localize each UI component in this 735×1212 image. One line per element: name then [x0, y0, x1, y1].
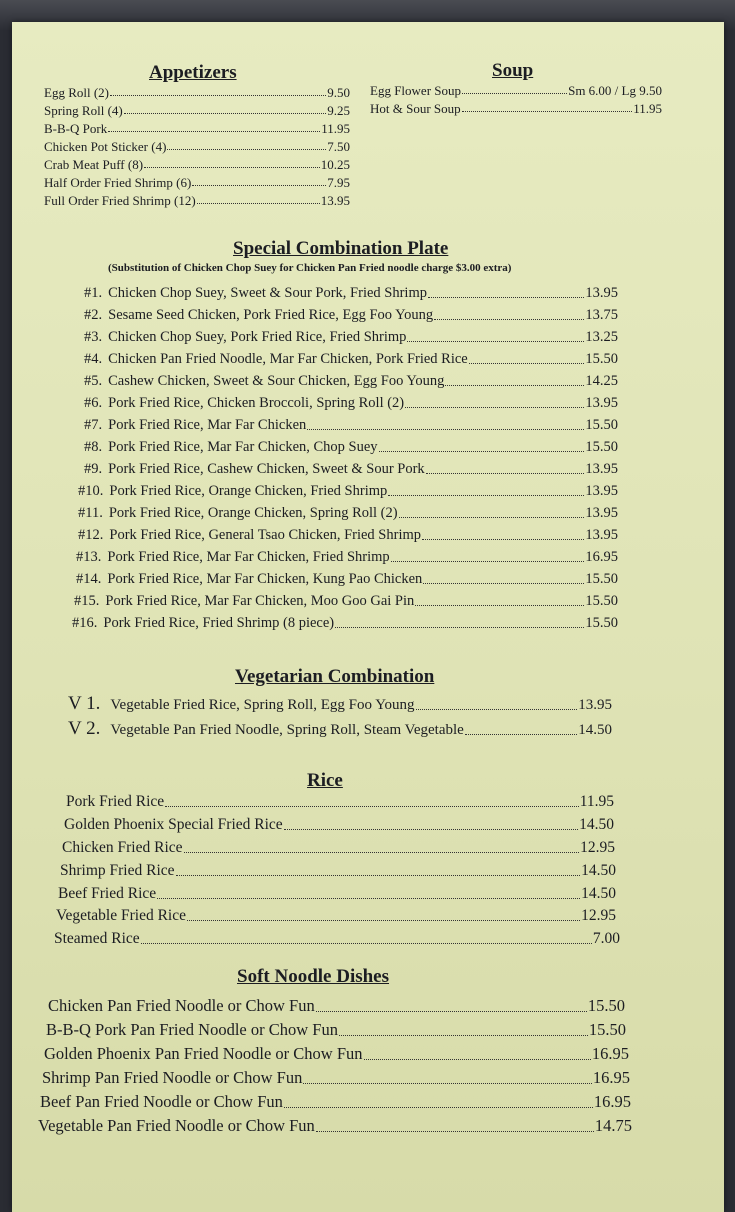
- dot-leader: [316, 1011, 587, 1012]
- dot-leader: [124, 113, 327, 114]
- item-number: #4.: [84, 351, 103, 367]
- dot-leader: [110, 95, 326, 96]
- item-name: Beef Fried Rice: [58, 885, 157, 902]
- list-item: [84, 396, 618, 411]
- item-name: Pork Fried Rice, Orange Chicken, Spring Roll (2): [108, 505, 398, 521]
- item-number: #11.: [78, 505, 103, 521]
- menu-page: [12, 22, 724, 1212]
- dot-leader: [167, 149, 326, 150]
- list-item: [72, 616, 618, 631]
- item-number: V 1.: [68, 693, 101, 714]
- item-name: B-B-Q Pork Pan Fried Noodle or Chow Fun: [46, 1020, 338, 1039]
- list-item: [44, 122, 350, 135]
- dot-leader: [407, 341, 584, 342]
- dot-leader: [176, 875, 581, 876]
- item-name: Shrimp Pan Fried Noodle or Chow Fun: [42, 1068, 303, 1087]
- list-item: [38, 1118, 632, 1135]
- list-item: [74, 594, 618, 609]
- item-price: 13.95: [585, 483, 618, 499]
- item-price: 7.50: [327, 139, 350, 154]
- rice-title: Rice: [307, 770, 343, 791]
- dot-leader: [391, 561, 585, 562]
- item-price: 13.95: [585, 395, 618, 411]
- soft-noodle-title: Soft Noodle Dishes: [237, 966, 390, 987]
- dot-leader: [422, 539, 584, 540]
- list-item: [44, 1046, 629, 1063]
- list-item: [54, 931, 620, 947]
- dot-leader: [108, 131, 320, 132]
- item-number: #8.: [84, 439, 103, 455]
- item-name: Half Order Fried Shrimp (6): [44, 175, 192, 190]
- dot-leader: [399, 517, 585, 518]
- dot-leader: [428, 297, 584, 298]
- item-price: 11.95: [633, 101, 662, 116]
- item-name: Vegetable Fried Rice: [56, 907, 186, 924]
- item-number: #7.: [84, 417, 103, 433]
- list-item: [68, 719, 612, 738]
- dot-leader: [192, 185, 326, 186]
- item-price: 12.95: [581, 907, 616, 924]
- item-price: 7.00: [592, 930, 620, 947]
- item-price: 16.95: [591, 1044, 629, 1063]
- item-number: #1.: [84, 285, 103, 301]
- dot-leader: [184, 852, 580, 853]
- list-item: [62, 840, 615, 856]
- item-name: Egg Flower Soup: [370, 83, 461, 98]
- list-item: [60, 863, 616, 879]
- item-number: #12.: [78, 527, 104, 543]
- item-name: Pork Fried Rice, Mar Far Chicken, Kung Pao Chicken: [107, 571, 423, 587]
- item-name: Steamed Rice: [54, 930, 140, 947]
- dot-leader: [339, 1035, 588, 1036]
- item-name: Golden Phoenix Pan Fried Noodle or Chow Fun: [44, 1044, 363, 1063]
- item-name: Chicken Chop Suey, Pork Fried Rice, Fried Shrimp: [108, 329, 407, 345]
- dot-leader: [434, 319, 584, 320]
- item-name: B-B-Q Pork: [44, 121, 108, 136]
- item-name: Pork Fried Rice: [66, 793, 165, 810]
- item-number: #15.: [74, 593, 100, 609]
- special-combination-title: Special Combination Plate: [233, 238, 449, 259]
- dot-leader: [307, 429, 584, 430]
- item-price: 14.50: [578, 722, 612, 738]
- list-item: [44, 104, 350, 117]
- item-name: Chicken Pan Fried Noodle, Mar Far Chicken, Pork Fried Rice: [108, 351, 468, 367]
- list-item: [84, 352, 618, 367]
- dot-leader: [405, 407, 584, 408]
- item-price: 13.95: [585, 285, 618, 301]
- list-item: [64, 817, 614, 833]
- item-price: 14.75: [594, 1116, 632, 1135]
- item-price: 13.95: [585, 527, 618, 543]
- item-price: 15.50: [587, 996, 625, 1015]
- list-item: [42, 1070, 630, 1087]
- list-item: [44, 158, 350, 171]
- dot-leader: [465, 734, 577, 735]
- item-name: Pork Fried Rice, Fried Shrimp (8 piece): [103, 615, 335, 631]
- dot-leader: [423, 583, 584, 584]
- item-name: Crab Meat Puff (8): [44, 157, 144, 172]
- item-price: 16.95: [585, 549, 618, 565]
- dot-leader: [364, 1059, 591, 1060]
- list-item: [66, 794, 614, 810]
- dot-leader: [284, 1107, 593, 1108]
- item-number: #13.: [76, 549, 102, 565]
- dot-leader: [157, 898, 580, 899]
- item-number: #2.: [84, 307, 103, 323]
- item-number: #16.: [72, 615, 98, 631]
- item-name: Pork Fried Rice, Mar Far Chicken: [108, 417, 307, 433]
- item-name: Vegetable Fried Rice, Spring Roll, Egg Foo Young: [110, 697, 415, 713]
- item-price: 11.95: [321, 121, 350, 136]
- item-name: Sesame Seed Chicken, Pork Fried Rice, Egg Foo Young: [108, 307, 434, 323]
- list-item: [84, 418, 618, 433]
- list-item: [76, 550, 618, 565]
- dot-leader: [187, 920, 580, 921]
- list-item: [44, 176, 350, 189]
- list-item: [40, 1094, 631, 1111]
- list-item: [44, 194, 350, 207]
- list-item: [84, 462, 618, 477]
- item-price: 15.50: [585, 439, 618, 455]
- list-item: [46, 1022, 626, 1039]
- item-price: 12.95: [580, 839, 615, 856]
- item-name: Chicken Pot Sticker (4): [44, 139, 167, 154]
- appetizers-title: Appetizers: [149, 62, 237, 83]
- item-name: Egg Roll (2): [44, 85, 109, 100]
- list-item: [84, 330, 618, 345]
- item-number: #14.: [76, 571, 102, 587]
- item-price: 16.95: [592, 1068, 630, 1087]
- list-item: [58, 886, 616, 902]
- item-name: Pork Fried Rice, Orange Chicken, Fried Shrimp: [109, 483, 388, 499]
- item-price: 15.50: [585, 417, 618, 433]
- list-item: [68, 694, 612, 713]
- item-price: 15.50: [585, 593, 618, 609]
- item-price: 13.75: [585, 307, 618, 323]
- item-price: 7.95: [327, 175, 350, 190]
- item-name: Pork Fried Rice, Mar Far Chicken, Chop Suey: [108, 439, 378, 455]
- dot-leader: [144, 167, 320, 168]
- item-name: Beef Pan Fried Noodle or Chow Fun: [40, 1092, 283, 1111]
- item-name: Pork Fried Rice, General Tsao Chicken, Fried Shrimp: [109, 527, 421, 543]
- list-item: [370, 102, 662, 115]
- item-name: Shrimp Fried Rice: [60, 862, 175, 879]
- dot-leader: [445, 385, 584, 386]
- list-item: [84, 374, 618, 389]
- item-name: Pork Fried Rice, Chicken Broccoli, Spring Roll (2): [108, 395, 405, 411]
- item-name: Chicken Pan Fried Noodle or Chow Fun: [48, 996, 315, 1015]
- item-price: 15.50: [585, 571, 618, 587]
- item-name: Vegetable Pan Fried Noodle or Chow Fun: [38, 1116, 315, 1135]
- item-number: #6.: [84, 395, 103, 411]
- dot-leader: [316, 1131, 594, 1132]
- item-name: Full Order Fried Shrimp (12): [44, 193, 196, 208]
- list-item: [48, 998, 625, 1015]
- dot-leader: [379, 451, 585, 452]
- item-price: 13.95: [320, 193, 350, 208]
- dot-leader: [415, 605, 584, 606]
- item-number: #3.: [84, 329, 103, 345]
- item-name: Chicken Chop Suey, Sweet & Sour Pork, Fried Shrimp: [108, 285, 427, 301]
- item-price: 14.50: [581, 885, 616, 902]
- dot-leader: [165, 806, 579, 807]
- dot-leader: [388, 495, 584, 496]
- list-item: [84, 308, 618, 323]
- item-name: Vegetable Pan Fried Noodle, Spring Roll, Steam Vegetable: [110, 722, 464, 738]
- item-price: 16.95: [593, 1092, 631, 1111]
- item-price: 9.25: [327, 103, 350, 118]
- item-price: 14.50: [581, 862, 616, 879]
- item-name: Cashew Chicken, Sweet & Sour Chicken, Egg Foo Young: [108, 373, 445, 389]
- list-item: [44, 86, 350, 99]
- dot-leader: [284, 829, 578, 830]
- list-item: [78, 484, 618, 499]
- item-name: Spring Roll (4): [44, 103, 123, 118]
- item-name: Golden Phoenix Special Fried Rice: [64, 816, 283, 833]
- dot-leader: [335, 627, 584, 628]
- item-price: 9.50: [327, 85, 350, 100]
- list-item: [370, 84, 662, 97]
- item-number: V 2.: [68, 718, 101, 739]
- dot-leader: [462, 93, 567, 94]
- item-price: Sm 6.00 / Lg 9.50: [568, 83, 662, 98]
- dot-leader: [303, 1083, 592, 1084]
- soup-title: Soup: [492, 60, 534, 81]
- item-price: 13.95: [585, 505, 618, 521]
- dot-leader: [141, 943, 592, 944]
- item-name: Pork Fried Rice, Cashew Chicken, Sweet & Sour Pork: [108, 461, 425, 477]
- item-price: 14.50: [579, 816, 614, 833]
- item-price: 10.25: [320, 157, 350, 172]
- list-item: [78, 506, 618, 521]
- item-name: Hot & Sour Soup: [370, 101, 461, 116]
- item-price: 13.95: [585, 461, 618, 477]
- list-item: [84, 286, 618, 301]
- item-price: 14.25: [585, 373, 618, 389]
- dot-leader: [426, 473, 585, 474]
- substitution-note: (Substitution of Chicken Chop Suey for Chicken Pan Fried noodle charge $3.00 extra): [108, 262, 512, 274]
- list-item: [76, 572, 618, 587]
- item-number: #9.: [84, 461, 103, 477]
- item-price: 15.50: [585, 351, 618, 367]
- item-name: Chicken Fried Rice: [62, 839, 183, 856]
- list-item: [44, 140, 350, 153]
- dot-leader: [416, 709, 578, 710]
- dot-leader: [462, 111, 633, 112]
- list-item: [56, 908, 616, 924]
- item-name: Pork Fried Rice, Mar Far Chicken, Fried Shrimp: [107, 549, 390, 565]
- item-price: 13.95: [578, 697, 612, 713]
- item-price: 11.95: [579, 793, 614, 810]
- item-number: #5.: [84, 373, 103, 389]
- item-price: 15.50: [585, 615, 618, 631]
- list-item: [78, 528, 618, 543]
- item-name: Pork Fried Rice, Mar Far Chicken, Moo Goo Gai Pin: [105, 593, 415, 609]
- vegetarian-title: Vegetarian Combination: [235, 666, 435, 687]
- dot-leader: [197, 203, 320, 204]
- dot-leader: [469, 363, 585, 364]
- list-item: [84, 440, 618, 455]
- item-price: 13.25: [585, 329, 618, 345]
- item-price: 15.50: [588, 1020, 626, 1039]
- item-number: #10.: [78, 483, 104, 499]
